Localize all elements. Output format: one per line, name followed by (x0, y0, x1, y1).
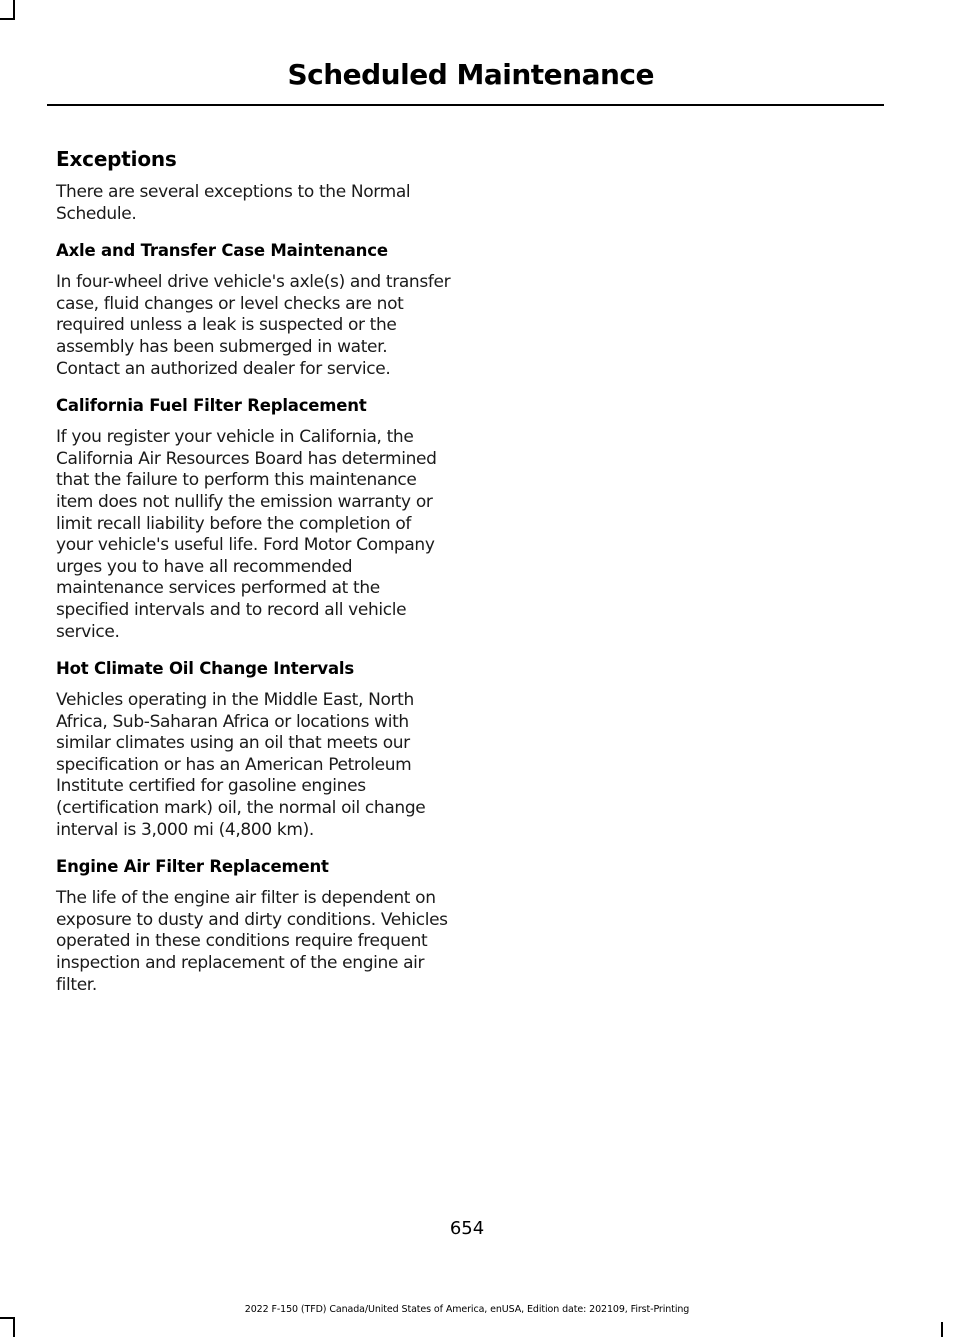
page-number: 654 (449, 1218, 485, 1239)
crop-mark-bottom-left-v (13, 1317, 15, 1337)
crop-mark-top-left-v (13, 0, 15, 20)
footer-edition-info: 2022 F-150 (TFD) Canada/United States of America, enUSA, Edition date: 202109, First-Printing (244, 1304, 690, 1315)
crop-mark-bottom-right-v (941, 1322, 943, 1337)
section-text-exceptions: There are several exceptions to the Normal Schedule. (56, 182, 411, 224)
section-heading-axle: Axle and Transfer Case Maintenance (56, 241, 388, 261)
section-text-air-filter: The life of the engine air filter is dependent on exposure to dusty and dirty conditions. Vehicles operated in these conditions require frequent inspection and replacement of the engine air filter. (56, 888, 448, 995)
header-divider (47, 104, 884, 106)
section-heading-hot-climate: Hot Climate Oil Change Intervals (56, 659, 354, 679)
page-title: Scheduled Maintenance (287, 58, 654, 91)
crop-mark-bottom-left-h (0, 1317, 15, 1319)
section-text-axle: In four-wheel drive vehicle's axle(s) and transfer case, fluid changes or level checks are not required unless a leak is suspected or the assembly has been submerged in water. Contact an authorized dealer for service. (56, 272, 451, 379)
crop-mark-top-left-h (0, 18, 15, 20)
section-text-hot-climate: Vehicles operating in the Middle East, North Africa, Sub-Saharan Africa or locations with similar climates using an oil that meets our specification or has an American Petroleum Institute certified for gasoline engines (certification mark) oil, the normal oil change interval is 3,000 mi (4,800 km). (56, 690, 426, 840)
section-text-fuel-filter: If you register your vehicle in California, the California Air Resources Board has determined that the failure to perform this maintenance item does not nullify the emission warranty or limit recall liability before the completion of your vehicle's useful life. Ford Motor Company urges you to have all recommended maintenance services performed at the specified intervals and to record all vehicle service. (56, 427, 437, 642)
section-heading-air-filter: Engine Air Filter Replacement (56, 857, 329, 877)
section-heading-fuel-filter: California Fuel Filter Replacement (56, 396, 367, 416)
section-heading-exceptions: Exceptions (56, 147, 177, 171)
document-body (56, 140, 451, 1011)
